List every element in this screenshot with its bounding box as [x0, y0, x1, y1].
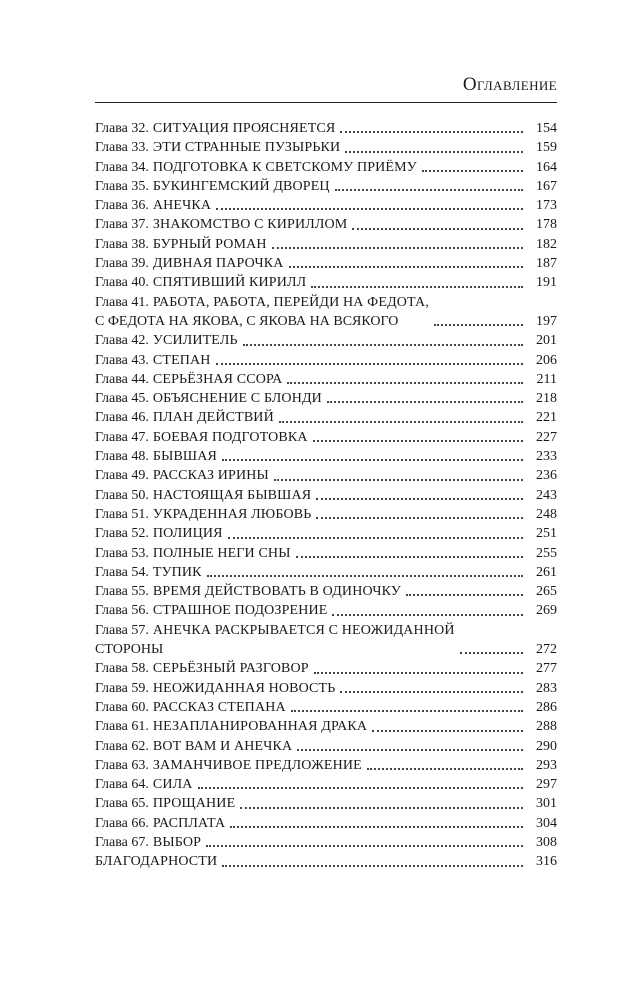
toc-entry[interactable]	[95, 158, 557, 177]
toc-chapter-label: Глава 50.	[95, 487, 149, 503]
dot-leader	[335, 189, 523, 191]
dot-leader	[240, 807, 523, 809]
toc-chapter-title: ЭТИ СТРАННЫЕ ПУЗЫРЬКИ	[152, 140, 341, 156]
toc-chapter-label: Глава 63.	[95, 757, 149, 773]
toc-chapter-title: ОБЪЯСНЕНИЕ С БЛОНДИ	[152, 391, 322, 407]
toc-chapter-label: Глава 44.	[95, 371, 149, 387]
toc-chapter-title: ПОЛИЦИЯ	[152, 526, 223, 542]
toc-chapter-label: Глава 66.	[95, 815, 149, 831]
toc-entry[interactable]	[95, 679, 557, 698]
toc-chapter-label: Глава 36.	[95, 198, 149, 214]
toc-chapter-label: Глава 32.	[95, 121, 149, 136]
toc-page-number: 304	[536, 815, 557, 831]
toc-page-number: 297	[536, 777, 557, 793]
page-title: Оглавление	[462, 74, 557, 95]
toc-chapter-label: Глава 64.	[95, 777, 149, 793]
dot-leader	[434, 324, 523, 326]
toc-page-number: 255	[536, 545, 557, 561]
toc-chapter-title: ВЫБОР	[152, 834, 202, 850]
dot-leader	[367, 768, 523, 770]
toc-page-number: 277	[536, 661, 557, 677]
toc-page-number: 159	[536, 140, 557, 156]
toc-chapter-label: Глава 53.	[95, 545, 149, 561]
toc-page-number: 269	[536, 603, 557, 619]
toc-chapter-label: Глава 46.	[95, 410, 149, 426]
toc-entry[interactable]	[95, 273, 557, 292]
toc-chapter-title: УКРАДЕННАЯ ЛЮБОВЬ	[152, 506, 312, 522]
toc-entry[interactable]	[95, 119, 557, 138]
dot-leader	[316, 498, 523, 500]
toc-chapter-label: Глава 56.	[95, 603, 149, 619]
toc-entry[interactable]	[95, 447, 557, 466]
page-header	[95, 70, 557, 103]
dot-leader	[207, 575, 523, 577]
dot-leader	[314, 672, 523, 674]
toc-chapter-title: АНЕЧКА	[152, 198, 212, 214]
toc-chapter-title: СЕРЬЁЗНАЯ ССОРА	[152, 371, 283, 387]
dot-leader	[460, 652, 523, 654]
dot-leader	[332, 614, 523, 616]
toc-page-number: 251	[536, 526, 557, 542]
toc-chapter-label: Глава 42.	[95, 333, 149, 349]
toc-chapter-label: Глава 35.	[95, 178, 149, 194]
toc-chapter-title: ДИВНАЯ ПАРОЧКА	[152, 256, 284, 272]
toc-entry[interactable]	[95, 852, 557, 871]
toc-entry[interactable]	[95, 717, 557, 736]
dot-leader	[216, 208, 523, 210]
toc-chapter-title: СИЛА	[152, 777, 193, 793]
toc-page-number: 173	[536, 198, 557, 214]
toc-entry[interactable]	[95, 389, 557, 408]
dot-leader	[222, 865, 523, 867]
toc-page-number: 218	[536, 391, 557, 407]
toc-page-number: 221	[536, 410, 557, 426]
toc-chapter-title: БУРНЫЙ РОМАН	[152, 236, 267, 252]
toc-page-number: 290	[536, 738, 557, 754]
toc-chapter-title: ПРОЩАНИЕ	[152, 796, 236, 812]
dot-leader	[222, 459, 523, 461]
toc-page-number: 288	[536, 719, 557, 735]
toc-chapter-label: Глава 51.	[95, 506, 149, 522]
toc-entry[interactable]	[95, 254, 557, 273]
toc-chapter-label: Глава 34.	[95, 159, 149, 175]
dot-leader	[372, 730, 523, 732]
toc-chapter-title: РАССКАЗ СТЕПАНА	[152, 699, 286, 715]
toc-entry[interactable]	[95, 524, 557, 543]
toc-chapter-label: Глава 37.	[95, 217, 149, 233]
toc-page-number: 182	[536, 236, 557, 252]
toc-page-number: 233	[536, 449, 557, 465]
toc-chapter-title: БОЕВАЯ ПОДГОТОВКА	[152, 429, 308, 445]
toc-page-number: 265	[536, 584, 557, 600]
toc-page-number: 293	[536, 757, 557, 773]
dot-leader	[228, 537, 523, 539]
toc-entry[interactable]	[95, 370, 557, 389]
toc-chapter-label: Глава 65.	[95, 796, 149, 812]
toc-chapter-title: СТРАШНОЕ ПОДОЗРЕНИЕ	[152, 603, 328, 619]
toc-chapter-title: РАСПЛАТА	[152, 815, 226, 831]
toc-page-number: 248	[536, 506, 557, 522]
toc-chapter-label: Глава 38.	[95, 236, 149, 252]
toc-entry-text	[95, 621, 455, 660]
toc-entry[interactable]	[95, 601, 557, 620]
dot-leader	[206, 845, 523, 847]
dot-leader	[287, 382, 523, 384]
toc-chapter-title: ПОЛНЫЕ НЕГИ СНЫ	[152, 545, 291, 561]
dot-leader	[289, 266, 523, 268]
dot-leader	[279, 421, 523, 423]
toc-page-number: 261	[536, 564, 557, 580]
toc-entry[interactable]	[95, 544, 557, 563]
toc-page-number: 236	[536, 468, 557, 484]
toc-chapter-label: Глава 60.	[95, 699, 149, 715]
toc-chapter-title: НАСТОЯЩАЯ БЫВШАЯ	[152, 487, 312, 503]
toc-chapter-label: Глава 55.	[95, 584, 149, 600]
toc-chapter-label: Глава 58.	[95, 661, 149, 677]
dot-leader	[327, 401, 523, 403]
toc-entry[interactable]	[95, 775, 557, 794]
toc-chapter-label: Глава 48.	[95, 449, 149, 465]
toc-page-number: 272	[536, 642, 557, 658]
toc-chapter-label: Глава 39.	[95, 256, 149, 272]
toc-page-number: 227	[536, 429, 557, 445]
dot-leader	[340, 131, 523, 133]
toc-entry-text	[95, 293, 429, 332]
toc-chapter-title: ПОДГОТОВКА К СВЕТСКОМУ ПРИЁМУ	[152, 159, 417, 175]
dot-leader	[291, 710, 523, 712]
toc-page-number: 286	[536, 699, 557, 715]
toc-page-number: 201	[536, 333, 557, 349]
toc-entry[interactable]	[95, 582, 557, 601]
toc-entry[interactable]	[95, 505, 557, 524]
toc-chapter-label: Глава 33.	[95, 140, 149, 156]
toc-chapter-label: Глава 54.	[95, 564, 149, 580]
dot-leader	[216, 363, 523, 365]
toc-entry[interactable]	[95, 814, 557, 833]
dot-leader	[406, 594, 523, 596]
dot-leader	[316, 517, 523, 519]
toc-entry[interactable]	[95, 563, 557, 582]
dot-leader	[345, 151, 523, 153]
toc-entry[interactable]	[95, 235, 557, 254]
dot-leader	[313, 440, 523, 442]
toc-chapter-title: ПЛАН ДЕЙСТВИЙ	[152, 410, 274, 426]
table-of-contents	[95, 119, 557, 872]
toc-chapter-label: Глава 59.	[95, 680, 149, 696]
dot-leader	[274, 479, 523, 481]
toc-entry[interactable]	[95, 351, 557, 370]
toc-entry[interactable]	[95, 794, 557, 813]
toc-page-number: 316	[536, 854, 557, 870]
toc-chapter-label: Глава 52.	[95, 526, 149, 542]
dot-leader	[422, 170, 523, 172]
toc-page-number: 191	[536, 275, 557, 291]
dot-leader	[352, 228, 523, 230]
toc-entry[interactable]	[95, 215, 557, 234]
toc-entry[interactable]	[95, 698, 557, 717]
toc-chapter-title: СПЯТИВШИЙ КИРИЛЛ	[152, 275, 307, 291]
toc-entry[interactable]	[95, 486, 557, 505]
toc-entry[interactable]	[95, 737, 557, 756]
toc-chapter-title: ТУПИК	[152, 564, 202, 580]
toc-page-number: 308	[536, 834, 557, 850]
toc-page-number: 243	[536, 487, 557, 503]
dot-leader	[296, 556, 523, 558]
toc-chapter-title: СЕРЬЁЗНЫЙ РАЗГОВОР	[152, 661, 309, 677]
toc-chapter-label: Глава 62.	[95, 738, 149, 754]
toc-chapter-label: Глава 49.	[95, 468, 149, 484]
toc-chapter-title: БУКИНГЕМСКИЙ ДВОРЕЦ	[152, 178, 330, 194]
toc-entry[interactable]	[95, 196, 557, 215]
toc-chapter-title: ВОТ ВАМ И АНЕЧКА	[152, 738, 293, 754]
toc-chapter-title-continued: С ФЕДОТА НА ЯКОВА, С ЯКОВА НА ВСЯКОГО	[95, 313, 399, 329]
toc-chapter-label: Глава 61.	[95, 719, 149, 735]
toc-entry[interactable]	[95, 138, 557, 157]
toc-page-number: 283	[536, 680, 557, 696]
toc-page-number: 301	[536, 796, 557, 812]
toc-page-number: 211	[536, 371, 557, 387]
toc-chapter-title: ВРЕМЯ ДЕЙСТВОВАТЬ В ОДИНОЧКУ	[152, 584, 401, 600]
toc-entry[interactable]	[95, 331, 557, 350]
dot-leader	[297, 749, 523, 751]
toc-entry[interactable]	[95, 466, 557, 485]
toc-chapter-title: НЕОЖИДАННАЯ НОВОСТЬ	[152, 680, 336, 696]
toc-chapter-label: Глава 45.	[95, 391, 149, 407]
toc-page-number: 187	[536, 256, 557, 272]
toc-chapter-title: РАБОТА, РАБОТА, ПЕРЕЙДИ НА ФЕДОТА,	[152, 294, 429, 310]
toc-chapter-title: УСИЛИТЕЛЬ	[152, 333, 238, 349]
toc-chapter-title: ЗНАКОМСТВО С КИРИЛЛОМ	[152, 217, 348, 233]
dot-leader	[198, 787, 523, 789]
toc-chapter-title: НЕЗАПЛАНИРОВАННАЯ ДРАКА	[152, 719, 368, 735]
toc-chapter-label: Глава 57.	[95, 622, 149, 638]
toc-chapter-title: ЗАМАНЧИВОЕ ПРЕДЛОЖЕНИЕ	[152, 757, 362, 773]
toc-chapter-title: АНЕЧКА РАСКРЫВАЕТСЯ С НЕОЖИДАННОЙ	[152, 622, 455, 638]
toc-entry[interactable]	[95, 756, 557, 775]
toc-chapter-label: Глава 40.	[95, 275, 149, 291]
dot-leader	[272, 247, 523, 249]
toc-entry[interactable]	[95, 833, 557, 852]
toc-chapter-label: Глава 47.	[95, 429, 149, 445]
dot-leader	[340, 691, 523, 693]
toc-entry[interactable]	[95, 408, 557, 427]
toc-page-number: 154	[536, 121, 557, 136]
toc-entry[interactable]	[95, 428, 557, 447]
toc-page-number: 164	[536, 159, 557, 175]
toc-chapter-label: Глава 67.	[95, 834, 149, 850]
toc-page-number: 197	[536, 313, 557, 329]
toc-chapter-label: Глава 41.	[95, 294, 149, 310]
toc-chapter-title: БЛАГОДАРНОСТИ	[95, 854, 218, 870]
toc-chapter-title: РАССКАЗ ИРИНЫ	[152, 468, 269, 484]
toc-chapter-label: Глава 43.	[95, 352, 149, 368]
toc-entry[interactable]	[95, 293, 557, 332]
toc-page-number: 206	[536, 352, 557, 368]
toc-chapter-title-continued: СТОРОНЫ	[95, 642, 164, 658]
toc-chapter-title: БЫВШАЯ	[152, 449, 217, 465]
dot-leader	[311, 286, 523, 288]
toc-entry[interactable]	[95, 659, 557, 678]
toc-page-number: 167	[536, 178, 557, 194]
toc-entry[interactable]	[95, 177, 557, 196]
dot-leader	[243, 344, 523, 346]
toc-page-number: 178	[536, 217, 557, 233]
toc-entry[interactable]	[95, 621, 557, 660]
toc-chapter-title: СИТУАЦИЯ ПРОЯСНЯЕТСЯ	[152, 121, 336, 136]
toc-chapter-title: СТЕПАН	[152, 352, 211, 368]
dot-leader	[230, 826, 523, 828]
